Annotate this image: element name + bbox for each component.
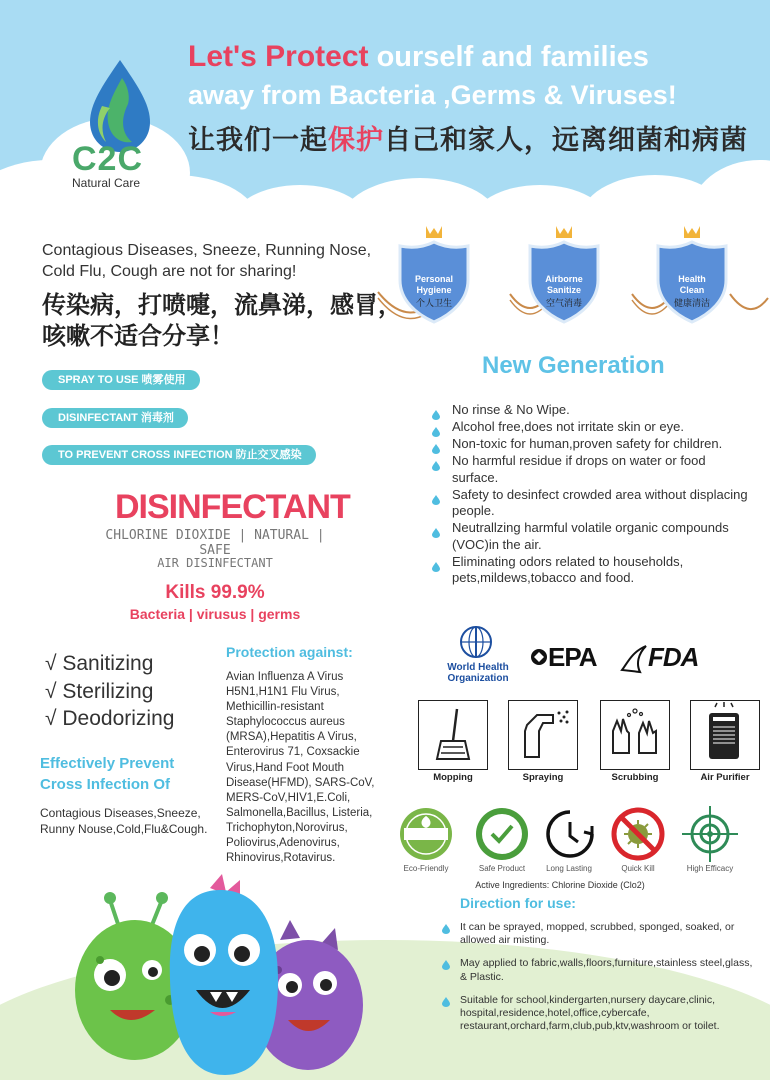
- who-emblem-icon: [458, 624, 494, 660]
- spray-bottle-icon: [509, 701, 576, 768]
- epa-logo-icon: [530, 648, 548, 666]
- spraying-label: Spraying: [522, 772, 564, 783]
- shield-garland: [370, 222, 770, 342]
- direction-title: Direction for use:: [460, 895, 576, 911]
- water-drop-icon: [442, 960, 450, 970]
- application-methods: [418, 700, 763, 790]
- headline-line-1: [188, 40, 649, 74]
- gloves-icon: [601, 701, 668, 768]
- safe-product-badge-icon: [474, 806, 530, 862]
- feature-text: Safety to desinfect crowded area without displacing people.: [452, 486, 748, 518]
- cartoon-monsters-illustration: [50, 870, 370, 1080]
- water-drop-icon: [432, 562, 440, 572]
- product-subtitle: CHLORINE DIOXIDE | NATURAL | SAFE: [105, 528, 325, 558]
- eco-friendly-label: Eco-Friendly: [403, 864, 449, 873]
- air-purifier-box: [690, 700, 760, 770]
- product-name: DISINFECTANT: [115, 488, 350, 526]
- check-sanitizing: √ Sanitizing: [45, 652, 154, 675]
- spray-to-use-pill: SPRAY TO USE 喷雾使用: [42, 370, 200, 390]
- active-ingredients: Active Ingredients: Chlorine Dioxide (Clo2): [475, 880, 645, 890]
- list-item: [430, 487, 750, 520]
- blue-monster: [170, 874, 278, 1075]
- headline-zh-post: 自己和家人，远离细菌和病菌: [384, 125, 748, 155]
- shield-label-1: Personal: [414, 274, 454, 284]
- direction-text: It can be sprayed, mopped, scrubbed, sponged, soaked, or allowed air misting.: [460, 921, 735, 947]
- shield-label-2: Sanitize: [546, 285, 581, 295]
- headline-zh-pre: 让我们一起: [188, 125, 328, 155]
- shield-label-zh: 个人卫生: [415, 298, 452, 308]
- water-drop-icon: [432, 461, 440, 471]
- water-drop-icon: [442, 997, 450, 1007]
- mopping-label: Mopping: [433, 772, 473, 783]
- product-type: AIR DISINFECTANT: [157, 556, 273, 570]
- certification-logos: [430, 622, 750, 692]
- high-efficacy-label: High Efficacy: [686, 864, 734, 873]
- direction-text: Suitable for school,kindergarten,nursery daycare,clinic, hospital,residence,hotel,office,cybercafe, restaurant,orchard,farm,club,pub,ktv,washroom or toilet.: [460, 993, 720, 1033]
- new-generation-title: New Generation: [482, 352, 665, 379]
- protection-text: Avian Influenza A Virus H5N1,H1N1 Flu Virus, Methicillin-resistant Staphylococcus aureus (MRSA),Hepatitis A Virus, Enterovirus 71, Coxsackie Virus,Hand Foot Mouth Disease(HFMD), SARS-CoV, MERS-CoV,HIV1,E.Coli, Salmonella,Bacillus, Listeria, Trichophyton,Norovirus, Poliovirus,Adenovirus, Rhinovirus,Rotavirus.: [226, 671, 375, 865]
- epa-label: EPA: [548, 642, 597, 672]
- mop-icon: [419, 701, 486, 768]
- headline-line-2: away from Bacteria ,Germs & Viruses!: [188, 80, 677, 110]
- feature-text: Non-toxic for human,proven safety for children.: [452, 436, 723, 451]
- list-item: [430, 419, 750, 436]
- shield-label-1: Health: [678, 274, 706, 284]
- header-banner: [0, 0, 770, 215]
- water-drop-icon: [432, 528, 440, 538]
- disinfectant-pill: DISINFECTANT 消毒剂: [42, 408, 188, 428]
- mopping-box: [418, 700, 488, 770]
- who-label: World Health Organization: [447, 662, 509, 684]
- scrubbing-box: [600, 700, 670, 770]
- shield-label-1: Airborne: [545, 274, 583, 284]
- fda-label: FDA: [648, 642, 699, 672]
- feature-text: Alcohol free,does not irritate skin or eye.: [452, 419, 684, 434]
- cloud: [690, 160, 770, 215]
- feature-text: Neutrallzing harmful volatile organic compounds (VOC)in the air.: [452, 520, 729, 552]
- spraying-box: [508, 700, 578, 770]
- water-drop-icon: [442, 924, 450, 934]
- shield-label-2: Clean: [679, 285, 705, 295]
- shield-label-2: Hygiene: [416, 285, 452, 295]
- list-item: [430, 402, 750, 419]
- shield-label-zh: 健康清洁: [673, 298, 710, 308]
- effective-text: Contagious Diseases,Sneeze, Runny Nouse,Cold,Flu&Cough.: [40, 806, 208, 836]
- kills-targets: Bacteria | virusus | germs: [129, 606, 301, 622]
- check-sterilizing: √ Sterilizing: [45, 680, 154, 703]
- long-lasting-label: Long Lasting: [546, 864, 592, 873]
- intro-english: Contagious Diseases, Sneeze, Running Nose, Cold Flu, Cough are not for sharing!: [42, 242, 372, 280]
- feature-list: [430, 402, 750, 587]
- shield-health-clean: [650, 224, 734, 324]
- headline-highlight: Let's Protect: [188, 40, 369, 73]
- list-item: [430, 520, 750, 553]
- logo-name: C2C: [72, 140, 144, 178]
- list-item: [430, 453, 750, 486]
- safe-product-label: Safe Product: [478, 864, 526, 873]
- kills-claim: Kills 99.9%: [165, 582, 265, 603]
- air-purifier-icon: [691, 701, 758, 768]
- list-item: [430, 436, 750, 453]
- direction-list: [440, 921, 760, 1043]
- intro-chinese: 传染病，打喷嚏，流鼻涕，感冒，咳嗽不适合分享！: [42, 292, 402, 350]
- list-item: [440, 994, 760, 1034]
- logo-tagline: Natural Care: [72, 176, 141, 190]
- no-virus-icon: [610, 806, 666, 862]
- effective-title: Effectively Prevent Cross Infection Of: [40, 755, 175, 793]
- shield-personal-hygiene: [392, 224, 476, 324]
- clock-icon: [544, 808, 596, 860]
- shield-airborne-sanitize: [522, 224, 606, 324]
- product-badges: [392, 800, 770, 880]
- quick-kill-label: Quick Kill: [621, 864, 655, 873]
- scrubbing-label: Scrubbing: [611, 772, 659, 783]
- check-deodorizing: √ Deodorizing: [45, 707, 175, 730]
- fda-logo-icon: [620, 642, 650, 676]
- feature-text: Eliminating odors related to households, pets,mildews,tobacco and food.: [452, 553, 684, 585]
- air-purifier-label: Air Purifier: [700, 772, 750, 783]
- eco-friendly-badge-icon: [398, 806, 454, 862]
- feature-text: No harmful residue if drops on water or food surface.: [452, 453, 706, 485]
- list-item: [430, 554, 750, 587]
- target-icon: [680, 804, 740, 864]
- shield-label-zh: 空气消毒: [545, 298, 582, 308]
- prevent-cross-infection-pill: TO PREVENT CROSS INFECTION 防止交叉感染: [42, 445, 316, 465]
- headline-zh-highlight: 保护: [328, 125, 384, 155]
- headline-chinese: [188, 118, 748, 157]
- list-item: [440, 921, 760, 947]
- feature-text: No rinse & No Wipe.: [452, 402, 570, 417]
- list-item: [440, 957, 760, 983]
- direction-text: May applied to fabric,walls,floors,furniture,stainless steel,glass, & Plastic.: [460, 957, 753, 983]
- water-drop-icon: [432, 495, 440, 505]
- protection-title: Protection against:: [226, 644, 353, 660]
- headline-rest: ourself and families: [368, 41, 649, 73]
